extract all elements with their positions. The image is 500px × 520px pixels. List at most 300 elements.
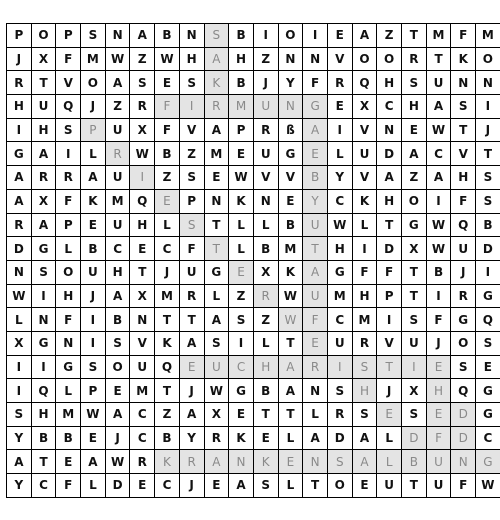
grid-cell[interactable]: Q [476,308,500,332]
grid-cell[interactable]: S [56,118,81,142]
grid-cell[interactable]: E [229,260,254,284]
grid-cell[interactable]: N [451,450,476,474]
grid-cell[interactable]: A [204,47,229,71]
grid-cell[interactable]: G [476,379,500,403]
grid-cell[interactable]: T [402,24,427,48]
grid-cell[interactable]: C [105,237,130,261]
grid-cell[interactable]: J [155,260,180,284]
grid-cell[interactable]: H [352,379,377,403]
grid-cell[interactable]: S [229,308,254,332]
grid-cell[interactable]: N [278,95,303,119]
grid-cell[interactable]: R [253,118,278,142]
grid-cell[interactable]: K [253,450,278,474]
grid-cell[interactable]: E [179,355,204,379]
grid-cell[interactable]: I [81,308,106,332]
grid-cell[interactable]: X [130,118,155,142]
grid-cell[interactable]: Z [155,403,180,427]
grid-cell[interactable]: O [327,474,352,498]
grid-cell[interactable]: I [426,189,451,213]
grid-cell[interactable]: E [155,189,180,213]
grid-cell[interactable]: A [105,71,130,95]
grid-cell[interactable]: G [7,142,32,166]
grid-cell[interactable]: H [377,189,402,213]
grid-cell[interactable]: X [130,284,155,308]
grid-cell[interactable]: B [229,71,254,95]
grid-cell[interactable]: T [253,403,278,427]
grid-cell[interactable]: R [327,403,352,427]
grid-cell[interactable]: A [229,474,254,498]
grid-cell[interactable]: S [179,71,204,95]
grid-cell[interactable]: A [130,24,155,48]
grid-cell[interactable]: A [81,450,106,474]
grid-cell[interactable]: R [130,450,155,474]
grid-cell[interactable]: I [31,355,56,379]
grid-cell[interactable]: G [451,308,476,332]
grid-cell[interactable]: A [303,426,328,450]
grid-cell[interactable]: V [56,71,81,95]
grid-cell[interactable]: U [179,260,204,284]
grid-cell[interactable]: F [155,118,180,142]
grid-cell[interactable]: M [426,24,451,48]
grid-cell[interactable]: S [7,403,32,427]
grid-cell[interactable]: M [56,403,81,427]
grid-cell[interactable]: E [278,450,303,474]
grid-cell[interactable]: Z [105,95,130,119]
grid-cell[interactable]: A [179,331,204,355]
grid-cell[interactable]: A [303,118,328,142]
grid-cell[interactable]: G [229,379,254,403]
grid-cell[interactable]: C [426,142,451,166]
grid-cell[interactable]: J [426,331,451,355]
grid-cell[interactable]: A [31,213,56,237]
grid-cell[interactable]: Q [130,189,155,213]
grid-cell[interactable]: S [476,166,500,190]
grid-cell[interactable]: L [229,237,254,261]
grid-cell[interactable]: C [476,426,500,450]
grid-cell[interactable]: B [31,426,56,450]
grid-cell[interactable]: L [377,426,402,450]
grid-cell[interactable]: V [352,118,377,142]
grid-cell[interactable]: R [56,166,81,190]
grid-cell[interactable]: T [278,403,303,427]
grid-cell[interactable]: L [303,403,328,427]
grid-cell[interactable]: P [56,24,81,48]
grid-cell[interactable]: T [377,355,402,379]
grid-cell[interactable]: E [253,426,278,450]
grid-cell[interactable]: U [31,95,56,119]
grid-cell[interactable]: A [31,142,56,166]
grid-cell[interactable]: B [402,450,427,474]
grid-cell[interactable]: L [278,426,303,450]
grid-cell[interactable]: A [352,24,377,48]
grid-cell[interactable]: L [253,213,278,237]
grid-cell[interactable]: P [229,118,254,142]
grid-cell[interactable]: A [105,403,130,427]
grid-cell[interactable]: C [130,426,155,450]
grid-cell[interactable]: S [451,95,476,119]
grid-cell[interactable]: R [31,166,56,190]
grid-cell[interactable]: H [377,71,402,95]
grid-cell[interactable]: I [476,260,500,284]
grid-cell[interactable]: F [303,71,328,95]
grid-cell[interactable]: R [451,284,476,308]
grid-cell[interactable]: T [402,260,427,284]
grid-cell[interactable]: V [377,331,402,355]
grid-cell[interactable]: F [56,474,81,498]
grid-cell[interactable]: U [105,166,130,190]
grid-cell[interactable]: O [476,47,500,71]
grid-cell[interactable]: Y [179,426,204,450]
grid-cell[interactable]: A [352,426,377,450]
grid-cell[interactable]: B [81,237,106,261]
grid-cell[interactable]: Z [155,166,180,190]
grid-cell[interactable]: A [81,166,106,190]
grid-cell[interactable]: O [402,189,427,213]
grid-cell[interactable]: O [31,24,56,48]
grid-cell[interactable]: U [105,213,130,237]
grid-cell[interactable]: L [155,213,180,237]
grid-cell[interactable]: C [327,189,352,213]
grid-cell[interactable]: D [7,237,32,261]
grid-cell[interactable]: G [303,95,328,119]
grid-cell[interactable]: C [130,403,155,427]
grid-cell[interactable]: S [476,331,500,355]
grid-cell[interactable]: R [303,355,328,379]
grid-cell[interactable]: G [31,237,56,261]
grid-cell[interactable]: P [56,213,81,237]
grid-cell[interactable]: J [179,379,204,403]
grid-cell[interactable]: B [56,426,81,450]
grid-cell[interactable]: H [31,118,56,142]
grid-cell[interactable]: S [327,450,352,474]
grid-cell[interactable]: N [179,24,204,48]
grid-cell[interactable]: F [155,95,180,119]
grid-cell[interactable]: E [130,237,155,261]
grid-cell[interactable]: W [426,237,451,261]
grid-cell[interactable]: V [327,47,352,71]
grid-cell[interactable]: H [402,95,427,119]
grid-cell[interactable]: K [81,189,106,213]
grid-cell[interactable]: G [31,331,56,355]
grid-cell[interactable]: W [426,213,451,237]
grid-cell[interactable]: E [155,71,180,95]
grid-cell[interactable]: L [327,142,352,166]
grid-cell[interactable]: O [352,47,377,71]
grid-cell[interactable]: S [476,189,500,213]
grid-cell[interactable]: E [204,166,229,190]
grid-cell[interactable]: W [426,118,451,142]
grid-cell[interactable]: T [476,142,500,166]
grid-cell[interactable]: D [105,474,130,498]
grid-cell[interactable]: B [476,213,500,237]
grid-cell[interactable]: U [81,260,106,284]
grid-cell[interactable]: C [327,308,352,332]
grid-cell[interactable]: L [56,379,81,403]
grid-cell[interactable]: R [105,142,130,166]
grid-cell[interactable]: X [402,237,427,261]
grid-cell[interactable]: I [253,24,278,48]
grid-cell[interactable]: N [303,450,328,474]
grid-cell[interactable]: S [402,403,427,427]
grid-cell[interactable]: N [7,260,32,284]
grid-cell[interactable]: Z [377,24,402,48]
grid-cell[interactable]: Y [327,166,352,190]
grid-cell[interactable]: A [426,95,451,119]
grid-cell[interactable]: B [229,24,254,48]
grid-cell[interactable]: T [155,308,180,332]
grid-cell[interactable]: B [278,213,303,237]
grid-cell[interactable]: M [327,284,352,308]
grid-cell[interactable]: A [426,166,451,190]
grid-cell[interactable]: B [155,426,180,450]
grid-cell[interactable]: N [56,331,81,355]
grid-cell[interactable]: O [451,331,476,355]
grid-cell[interactable]: L [204,284,229,308]
grid-cell[interactable]: X [253,260,278,284]
grid-cell[interactable]: Y [7,474,32,498]
grid-cell[interactable]: T [155,379,180,403]
grid-cell[interactable]: U [377,474,402,498]
grid-cell[interactable]: L [81,474,106,498]
grid-cell[interactable]: N [278,47,303,71]
grid-cell[interactable]: J [81,284,106,308]
grid-cell[interactable]: W [105,450,130,474]
grid-cell[interactable]: U [402,331,427,355]
grid-cell[interactable]: T [31,450,56,474]
grid-cell[interactable]: T [451,118,476,142]
grid-cell[interactable]: I [476,95,500,119]
grid-cell[interactable]: P [179,189,204,213]
grid-cell[interactable]: U [451,237,476,261]
grid-cell[interactable]: M [352,308,377,332]
grid-cell[interactable]: J [253,71,278,95]
grid-cell[interactable]: A [402,142,427,166]
grid-cell[interactable]: B [253,379,278,403]
grid-cell[interactable]: X [402,379,427,403]
grid-cell[interactable]: I [7,118,32,142]
grid-cell[interactable]: S [105,331,130,355]
grid-cell[interactable]: S [451,355,476,379]
grid-cell[interactable]: I [7,379,32,403]
grid-cell[interactable]: H [352,284,377,308]
grid-cell[interactable]: H [253,355,278,379]
grid-cell[interactable]: Y [303,189,328,213]
grid-cell[interactable]: A [7,189,32,213]
grid-cell[interactable]: L [253,331,278,355]
grid-cell[interactable]: E [81,213,106,237]
grid-cell[interactable]: W [476,474,500,498]
grid-cell[interactable]: W [327,213,352,237]
grid-cell[interactable]: U [204,355,229,379]
grid-cell[interactable]: A [278,355,303,379]
grid-cell[interactable]: I [426,284,451,308]
grid-cell[interactable]: T [402,284,427,308]
grid-cell[interactable]: V [179,118,204,142]
grid-cell[interactable]: V [451,142,476,166]
grid-cell[interactable]: E [229,403,254,427]
grid-cell[interactable]: P [81,379,106,403]
grid-cell[interactable]: L [377,450,402,474]
grid-cell[interactable]: S [204,331,229,355]
grid-cell[interactable]: B [253,237,278,261]
grid-cell[interactable]: S [81,24,106,48]
grid-cell[interactable]: K [155,450,180,474]
grid-cell[interactable]: I [179,95,204,119]
grid-cell[interactable]: E [327,95,352,119]
grid-cell[interactable]: S [402,71,427,95]
grid-cell[interactable]: Q [155,355,180,379]
grid-cell[interactable]: E [303,331,328,355]
grid-cell[interactable]: N [253,189,278,213]
grid-cell[interactable]: E [377,403,402,427]
grid-cell[interactable]: W [278,308,303,332]
grid-cell[interactable]: N [303,379,328,403]
grid-cell[interactable]: E [476,355,500,379]
grid-cell[interactable]: T [204,213,229,237]
grid-cell[interactable]: J [476,118,500,142]
grid-cell[interactable]: L [352,213,377,237]
grid-cell[interactable]: S [130,71,155,95]
grid-cell[interactable]: U [426,450,451,474]
grid-cell[interactable]: A [303,260,328,284]
grid-cell[interactable]: D [402,426,427,450]
grid-cell[interactable]: F [451,24,476,48]
grid-cell[interactable]: J [451,260,476,284]
grid-cell[interactable]: E [56,450,81,474]
grid-cell[interactable]: H [451,166,476,190]
grid-cell[interactable]: A [377,166,402,190]
grid-cell[interactable]: N [204,189,229,213]
grid-cell[interactable]: E [130,474,155,498]
grid-cell[interactable]: B [303,166,328,190]
grid-cell[interactable]: X [204,403,229,427]
grid-cell[interactable]: H [327,237,352,261]
grid-cell[interactable]: X [7,331,32,355]
grid-cell[interactable]: I [377,308,402,332]
grid-cell[interactable]: F [451,474,476,498]
grid-cell[interactable]: B [155,142,180,166]
grid-cell[interactable]: Z [402,166,427,190]
grid-cell[interactable]: I [352,237,377,261]
grid-cell[interactable]: P [7,24,32,48]
grid-cell[interactable]: G [476,403,500,427]
grid-cell[interactable]: K [155,331,180,355]
grid-cell[interactable]: K [229,189,254,213]
grid-cell[interactable]: T [179,308,204,332]
grid-cell[interactable]: F [56,189,81,213]
grid-cell[interactable]: J [7,47,32,71]
grid-cell[interactable]: T [426,47,451,71]
grid-cell[interactable]: W [229,166,254,190]
grid-cell[interactable]: D [451,426,476,450]
grid-cell[interactable]: Q [451,213,476,237]
grid-cell[interactable]: I [7,355,32,379]
grid-cell[interactable]: I [402,355,427,379]
grid-cell[interactable]: W [155,47,180,71]
grid-cell[interactable]: J [179,474,204,498]
grid-cell[interactable]: N [105,24,130,48]
grid-cell[interactable]: X [352,95,377,119]
grid-cell[interactable]: S [179,166,204,190]
grid-cell[interactable]: O [56,260,81,284]
grid-cell[interactable]: S [204,24,229,48]
grid-cell[interactable]: D [327,426,352,450]
grid-cell[interactable]: L [56,237,81,261]
grid-cell[interactable]: R [179,284,204,308]
grid-cell[interactable]: U [426,474,451,498]
grid-cell[interactable]: D [451,403,476,427]
grid-cell[interactable]: Z [253,47,278,71]
grid-cell[interactable]: Z [253,308,278,332]
grid-cell[interactable]: W [81,403,106,427]
grid-cell[interactable]: U [253,95,278,119]
grid-cell[interactable]: S [402,308,427,332]
grid-cell[interactable]: R [204,426,229,450]
grid-cell[interactable]: T [31,71,56,95]
grid-cell[interactable]: A [204,308,229,332]
grid-cell[interactable]: T [303,474,328,498]
grid-cell[interactable]: M [155,284,180,308]
grid-cell[interactable]: M [81,47,106,71]
grid-cell[interactable]: V [253,166,278,190]
grid-cell[interactable]: M [476,24,500,48]
grid-cell[interactable]: F [451,189,476,213]
grid-cell[interactable]: A [204,450,229,474]
grid-cell[interactable]: Z [130,47,155,71]
grid-cell[interactable]: L [81,142,106,166]
grid-cell[interactable]: M [278,237,303,261]
grid-cell[interactable]: P [377,284,402,308]
grid-cell[interactable]: K [229,426,254,450]
grid-cell[interactable]: O [81,71,106,95]
grid-cell[interactable]: M [130,379,155,403]
grid-cell[interactable]: N [31,308,56,332]
grid-cell[interactable]: H [426,379,451,403]
grid-cell[interactable]: F [56,308,81,332]
grid-cell[interactable]: Y [7,426,32,450]
grid-cell[interactable]: E [402,118,427,142]
grid-cell[interactable]: J [105,426,130,450]
grid-cell[interactable]: F [56,47,81,71]
grid-cell[interactable]: G [327,260,352,284]
grid-cell[interactable]: K [352,189,377,213]
grid-cell[interactable]: K [204,71,229,95]
grid-cell[interactable]: E [303,142,328,166]
grid-cell[interactable]: L [278,474,303,498]
grid-cell[interactable]: M [105,189,130,213]
grid-cell[interactable]: G [56,355,81,379]
grid-cell[interactable]: W [204,379,229,403]
grid-cell[interactable]: I [31,284,56,308]
grid-cell[interactable]: C [155,474,180,498]
grid-cell[interactable]: Z [229,284,254,308]
grid-cell[interactable]: U [130,355,155,379]
grid-cell[interactable]: N [377,118,402,142]
grid-cell[interactable]: C [377,95,402,119]
grid-cell[interactable]: J [377,379,402,403]
grid-cell[interactable]: U [327,331,352,355]
grid-cell[interactable]: T [303,237,328,261]
grid-cell[interactable]: O [105,355,130,379]
grid-cell[interactable]: U [303,284,328,308]
grid-cell[interactable]: S [253,474,278,498]
grid-cell[interactable]: D [377,142,402,166]
grid-cell[interactable]: T [278,331,303,355]
grid-cell[interactable]: I [327,355,352,379]
grid-cell[interactable]: H [229,47,254,71]
grid-cell[interactable]: R [327,71,352,95]
grid-cell[interactable]: O [377,47,402,71]
